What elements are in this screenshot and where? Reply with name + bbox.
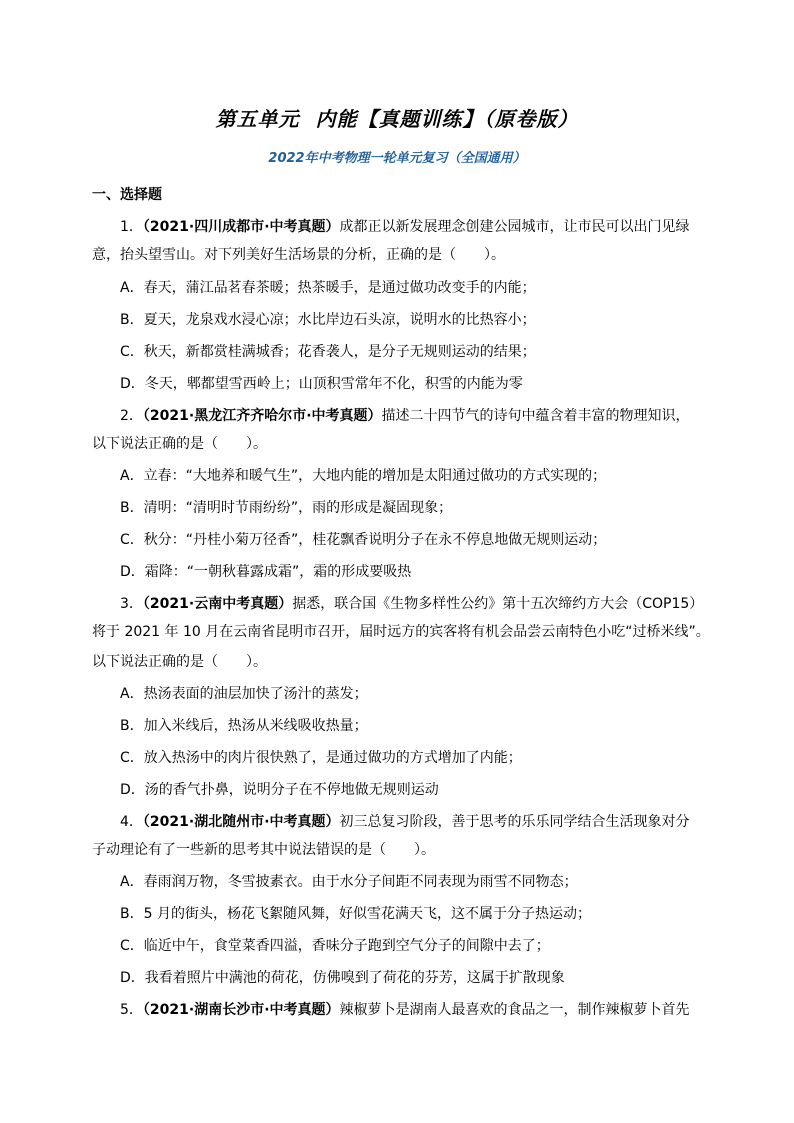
question-stem: 辣椒萝卜是湖南人最喜欢的食品之一，制作辣椒萝卜首先 <box>339 1002 690 1018</box>
question-stem-line: 意，抬头望雪山。对下列美好生活场景的分析，正确的是（ ）。 <box>92 247 505 263</box>
question-stem-line: 子动理论有了一些新的思考其中说法错误的是（ ）。 <box>92 842 435 858</box>
section-heading: 一、选择题 <box>92 187 162 203</box>
option-b: B．夏天，龙泉戏水浸心凉；水比岸边石头凉，说明水的比热容小； <box>120 312 536 328</box>
question-stem-line: 以下说法正确的是（ ）。 <box>92 654 267 670</box>
option-b: B．清明：“清明时节雨纷纷”，雨的形成是凝固现象； <box>120 500 453 516</box>
question-stem: 成都正以新发展理念创建公园城市，让市民可以出门见绿 <box>339 219 690 235</box>
question-1-line-1 <box>92 217 690 237</box>
option-a: A．热汤表面的油层加快了汤汁的蒸发； <box>120 686 368 702</box>
option-c: C．秋天，新都赏桂满城香；花香袭人，是分子无规则运动的结果； <box>120 344 536 360</box>
option-b: B．5 月的街头，杨花飞絮随风舞，好似雪花满天飞，这不属于分子热运动； <box>120 906 591 922</box>
question-stem: 据悉，联合国《生物多样性公约》第十五次缔约方大会（COP15） <box>292 596 704 612</box>
question-number: 5． <box>120 1002 143 1018</box>
question-stem-line: 以下说法正确的是（ ）。 <box>92 436 267 452</box>
question-2-line-1 <box>92 406 690 426</box>
option-c: C．秋分：“丹桂小菊万径香”，桂花飘香说明分子在永不停息地做无规则运动； <box>120 532 607 548</box>
option-a: A．春天，蒲江品茗春茶暖；热茶暖手，是通过做功改变手的内能； <box>120 280 536 296</box>
option-c: C．放入热汤中的肉片很快熟了，是通过做功的方式增加了内能； <box>120 750 522 766</box>
option-d: D．汤的香气扑鼻，说明分子在不停地做无规则运动 <box>120 782 439 798</box>
option-a: A．春雨润万物，冬雪披素衣。由于水分子间距不同表现为雨雪不同物态； <box>120 874 578 890</box>
question-source: （2021·湖南长沙市·中考真题） <box>142 1002 340 1018</box>
option-b: B．加入米线后，热汤从米线吸收热量； <box>120 718 368 734</box>
question-number: 4． <box>120 814 143 830</box>
question-stem-line: 将于 2021 年 10 月在云南省昆明市召开，届时远方的宾客将有机会品尝云南特色小吃“过桥米线”。 <box>92 624 710 640</box>
question-source: （2021·湖北随州市·中考真题） <box>142 814 340 830</box>
question-stem: 初三总复习阶段，善于思考的乐乐同学结合生活现象对分 <box>339 814 690 830</box>
question-5-line-1 <box>92 1000 690 1020</box>
question-3-line-1 <box>92 594 703 614</box>
question-source: （2021·云南中考真题） <box>142 596 293 612</box>
question-4-line-1 <box>92 812 690 832</box>
option-d: D．我看着照片中满池的荷花，仿佛嗅到了荷花的芬芳，这属于扩散现象 <box>120 970 565 986</box>
option-d: D．冬天，郫都望雪西岭上；山顶积雪常年不化，积雪的内能为零 <box>120 376 523 392</box>
question-number: 1． <box>120 219 143 235</box>
question-number: 2． <box>120 408 143 424</box>
question-stem: 描述二十四节气的诗句中蕴含着丰富的物理知识， <box>381 408 690 424</box>
question-number: 3． <box>120 596 143 612</box>
page-title: 第五单元 内能【真题训练】（原卷版） <box>215 107 579 131</box>
question-source: （2021·四川成都市·中考真题） <box>142 219 340 235</box>
option-d: D．霜降：“一朝秋暮露成霜”，霜的形成要吸热 <box>120 564 412 580</box>
page-subtitle: 2022年中考物理一轮单元复习（全国通用） <box>268 151 526 166</box>
option-a: A．立春：“大地养和暖气生”，大地内能的增加是太阳通过做功的方式实现的； <box>120 468 607 484</box>
question-source: （2021·黑龙江齐齐哈尔市·中考真题） <box>142 408 382 424</box>
option-c: C．临近中午，食堂菜香四溢，香味分子跑到空气分子的间隙中去了； <box>120 938 550 954</box>
